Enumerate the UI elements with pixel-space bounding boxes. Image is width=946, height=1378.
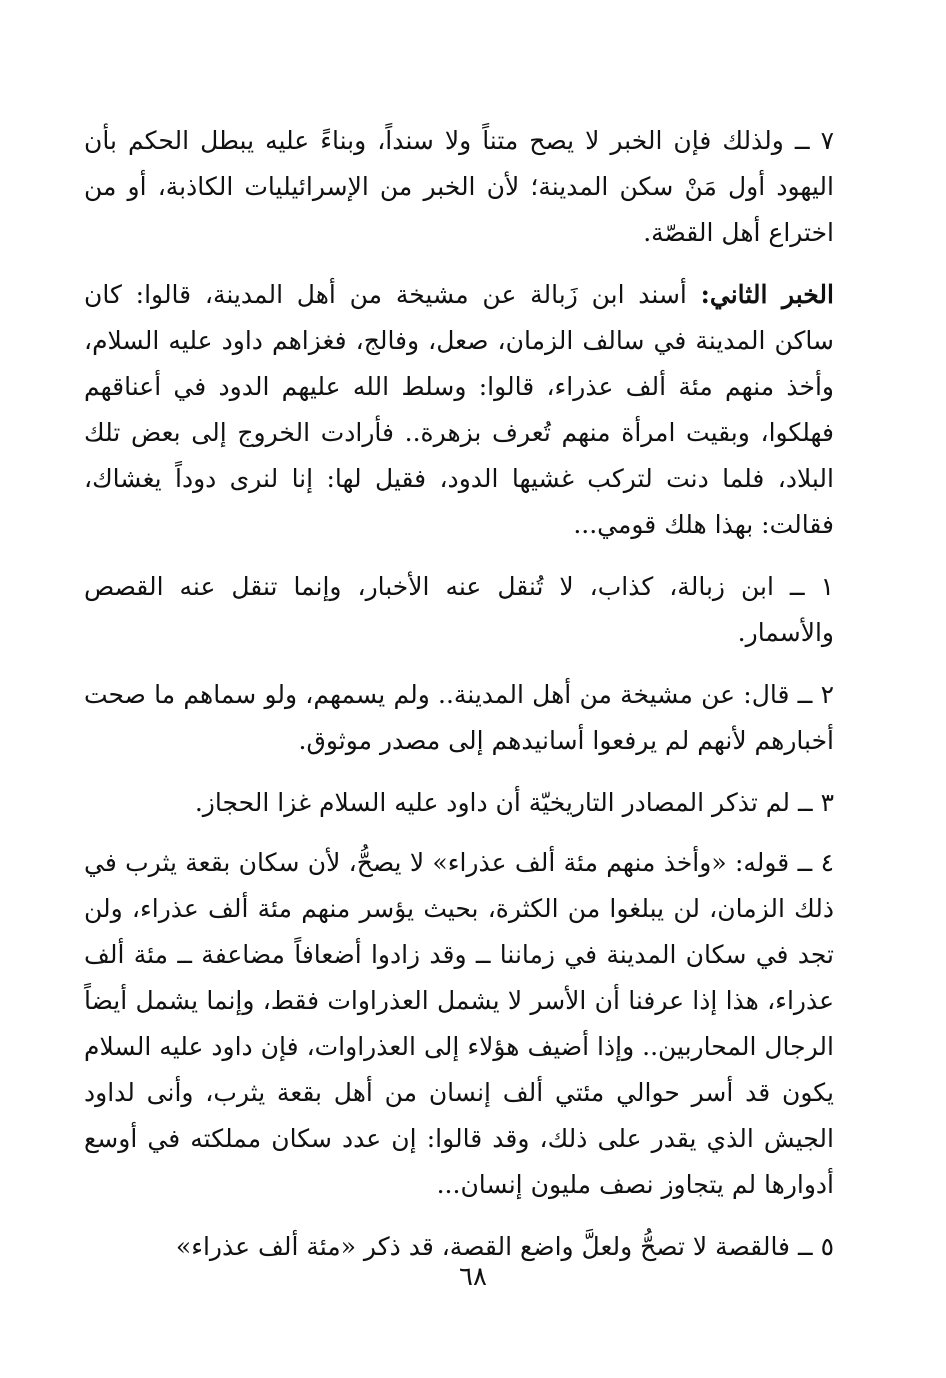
paragraph-text: ٤ ــ قوله: «وأخذ منهم مئة ألف عذراء» لا يصحُّ، لأن سكان بقعة يثرب في ذلك الزمان، لن يبلغوا من الكثرة، بحيث يؤسر منهم مئة ألف عذراء، ولن تجد في سكان المدينة في زماننا ــ وقد زادوا أضعافاً مضاعفة ــ مئة ألف عذراء، هذا إذا عرفنا أن الأسر لا يشمل العذراوات فقط، وإنما يشمل أيضاً الرجال المحاربين.. وإذا أضيف هؤلاء إلى العذراوات، فإن داود عليه السلام يكون قد أسر حوالي مئتي ألف إنسان من أهل بقعة يثرب، وأنى لداود الجيش الذي يقدر على ذلك، وقد قالوا: إن عدد سكان مملكته في أوسع أدوارها لم يتجاوز نصف مليون إنسان...	[84, 848, 834, 1199]
paragraph-text: ١ ــ ابن زبالة، كذاب، لا تُنقل عنه الأخبار، وإنما تنقل عنه القصص والأسمار.	[84, 572, 834, 647]
paragraph-item-1	[84, 564, 834, 656]
page-body	[84, 118, 834, 1378]
paragraph-item-2	[84, 672, 834, 764]
paragraph-item-3	[84, 780, 834, 826]
paragraph-item-7	[84, 118, 834, 256]
paragraph-item-4	[84, 840, 834, 1208]
paragraph-text: ٣ ــ لم تذكر المصادر التاريخيّة أن داود عليه السلام غزا الحجاز.	[194, 788, 834, 817]
paragraph-text: ٧ ــ ولذلك فإن الخبر لا يصح متناً ولا سنداً، وبناءً عليه يبطل الحكم بأن اليهود أول مَنْ سكن المدينة؛ لأن الخبر من الإسرائيليات الكاذبة، أو من اختراع أهل القصّة.	[84, 126, 834, 247]
paragraph-heading: الخبر الثاني:	[700, 280, 834, 309]
paragraph-text: أسند ابن زَبالة عن مشيخة من أهل المدينة، قالوا: كان ساكن المدينة في سالف الزمان، صعل، وفالج، فغزاهم داود عليه السلام، وأخذ منهم مئة ألف عذراء، قالوا: وسلط الله عليهم الدود في أعناقهم فهلكوا، وبقيت امرأة منهم تُعرف بزهرة.. فأرادت الخروج إلى بعض تلك البلاد، فلما دنت لتركب غشيها الدود، فقيل لها: إنا لنرى دوداً يغشاك، فقالت: بهذا هلك قومي...	[84, 280, 834, 539]
page-number: ٦٨	[459, 1262, 487, 1292]
paragraph-text: ٢ ــ قال: عن مشيخة من أهل المدينة.. ولم يسمهم، ولو سماهم ما صحت أخبارهم لأنهم لم يرفعوا أسانيدهم إلى مصدر موثوق.	[84, 680, 834, 755]
paragraph-text: ٥ ــ فالقصة لا تصحُّ ولعلَّ واضع القصة، قد ذكر «مئة ألف عذراء»	[175, 1232, 834, 1261]
paragraph-second-report	[84, 272, 834, 548]
